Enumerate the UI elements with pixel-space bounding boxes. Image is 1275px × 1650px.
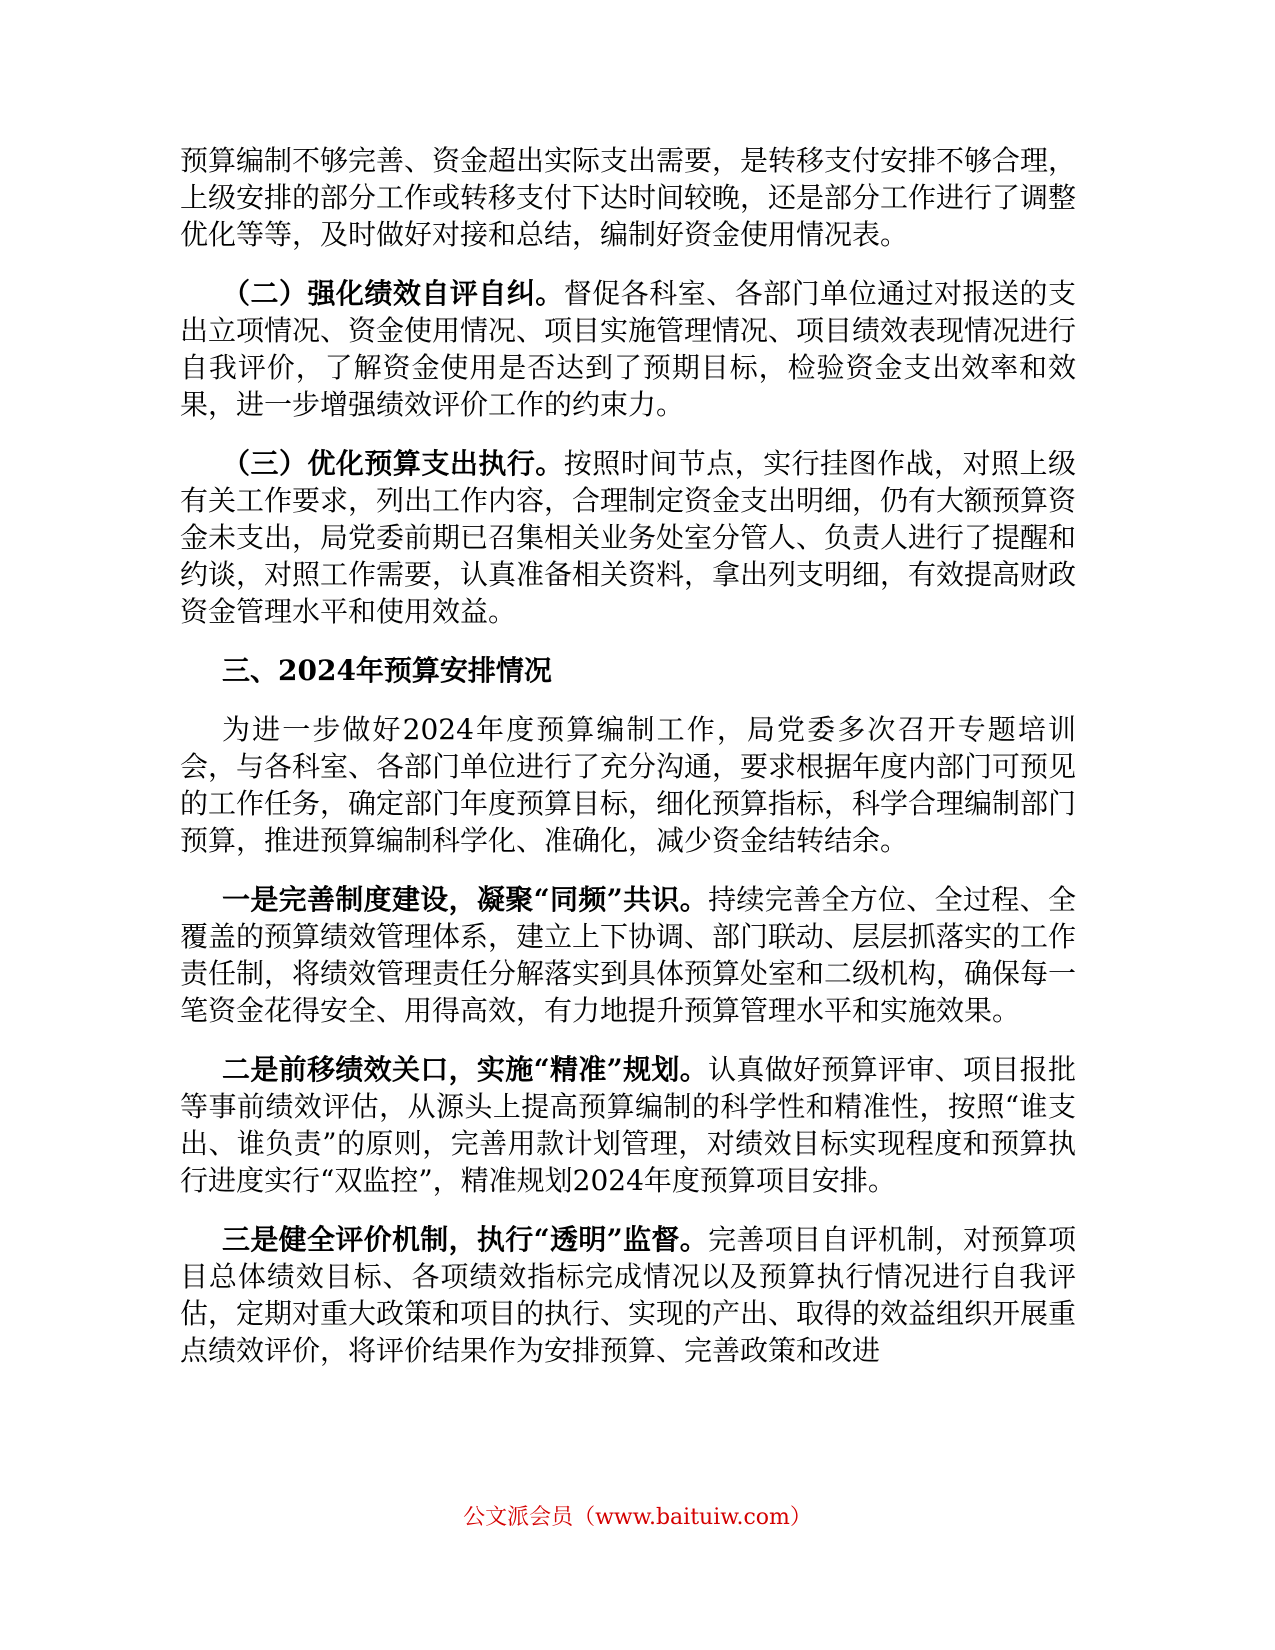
paragraph-point-3 (180, 1221, 1076, 1369)
paragraph-body: 认真做好预算评审、项目报批等事前绩效评估，从源头上提高预算编制的科学性和精准性，按照“谁支出、谁负责”的原则，完善用款计划管理，对绩效目标实现程度和预算执行进度实行“双监控”，精准规划2024年度预算项目安排。 (180, 1053, 1076, 1197)
paragraph-body: 持续完善全方位、全过程、全覆盖的预算绩效管理体系，建立上下协调、部门联动、层层抓落实的工作责任制，将绩效管理责任分解落实到具体预算处室和二级机构，确保每一笔资金花得安全、用得高效，有力地提升预算管理水平和实施效果。 (180, 883, 1077, 1027)
paragraph-lead: （三）优化预算支出执行。 (222, 447, 564, 480)
document-body (180, 142, 1076, 1391)
paragraph-continued: 预算编制不够完善、资金超出实际支出需要，是转移支付安排不够合理，上级安排的部分工作或转移支付下达时间较晚，还是部分工作进行了调整优化等等，及时做好对接和总结，编制好资金使用情况表。 (180, 144, 1077, 251)
paragraph-intro: 为进一步做好2024年度预算编制工作，局党委多次召开专题培训会，与各科室、各部门单位进行了充分沟通，要求根据年度内部门可预见的工作任务，确定部门年度预算目标，细化预算指标，科学合理编制部门预算，推进预算编制科学化、准确化，减少资金结转结余。 (180, 713, 1077, 857)
paragraph-lead: 一是完善制度建设，凝聚“同频”共识。 (222, 883, 709, 916)
paragraph-section-3 (180, 445, 1076, 630)
paragraph-point-2 (180, 1051, 1076, 1199)
footer-watermark-link[interactable]: 公文派会员（www.baituiw.com） (463, 1505, 812, 1530)
paragraph-lead: （二）强化绩效自评自纠。 (222, 277, 564, 310)
paragraph-lead: 二是前移绩效关口，实施“精准”规划。 (222, 1053, 709, 1086)
section-heading: 三、2024年预算安排情况 (222, 654, 552, 687)
paragraph-body: 完善项目自评机制，对预算项目总体绩效目标、各项绩效指标完成情况以及预算执行情况进行自我评估，定期对重大政策和项目的执行、实现的产出、取得的效益组织开展重点绩效评价，将评价结果作为安排预算、完善政策和改进 (180, 1223, 1077, 1367)
paragraph-body: 督促各科室、各部门单位通过对报送的支出立项情况、资金使用情况、项目实施管理情况、项目绩效表现情况进行自我评价，了解资金使用是否达到了预期目标，检验资金支出效率和效果，进一步增强绩效评价工作的约束力。 (180, 277, 1077, 421)
paragraph-body: 按照时间节点，实行挂图作战，对照上级有关工作要求，列出工作内容，合理制定资金支出明细，仍有大额预算资金未支出，局党委前期已召集相关业务处室分管人、负责人进行了提醒和约谈，对照工作需要，认真准备相关资料，拿出列支明细，有效提高财政资金管理水平和使用效益。 (180, 447, 1077, 628)
paragraph-lead: 三是健全评价机制，执行“透明”监督。 (222, 1223, 709, 1256)
paragraph-section-2 (180, 275, 1076, 423)
paragraph-point-1 (180, 881, 1076, 1029)
